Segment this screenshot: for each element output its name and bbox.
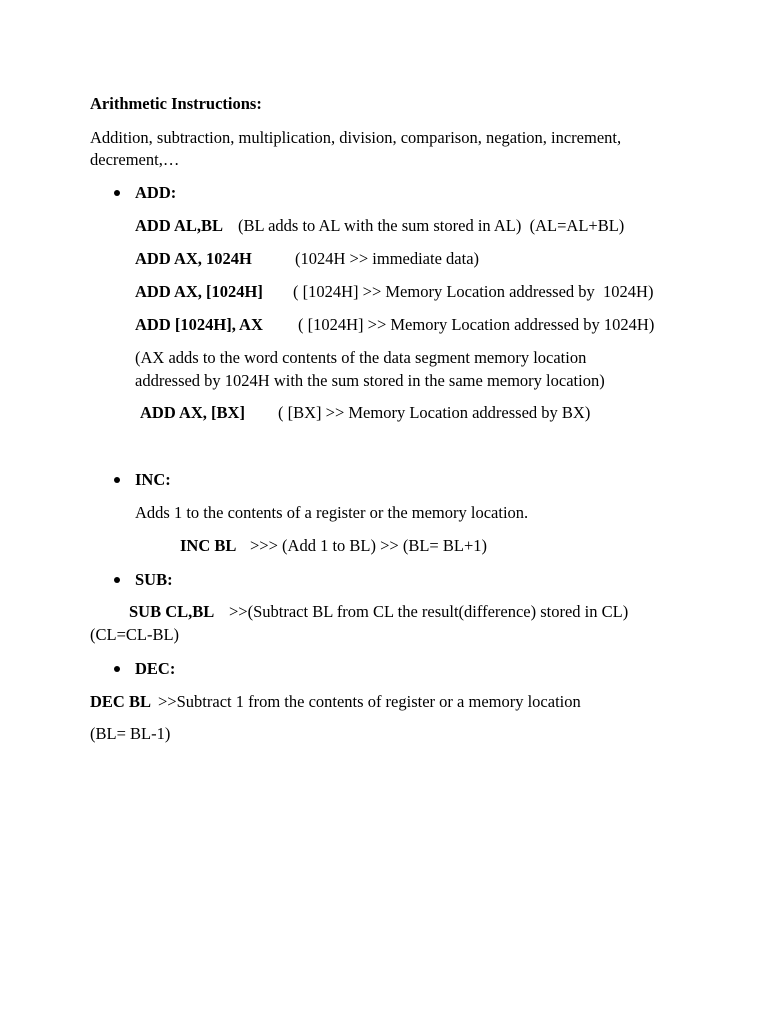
add-example-5-desc: ( [BX] >> Memory Location addressed by BX) [278, 403, 591, 422]
add-example-2 [135, 249, 252, 269]
intro-line-1: Addition, subtraction, multiplication, division, comparison, negation, increment, [90, 128, 622, 147]
dec-result: (BL= BL-1) [90, 724, 171, 743]
add-example-5-code: ADD AX, [BX] [140, 403, 245, 422]
page-title: Arithmetic Instructions: [90, 94, 262, 113]
add-example-1-code: ADD AL,BL [135, 216, 224, 235]
sub-example [129, 602, 214, 622]
add-example-3 [135, 282, 263, 302]
bullet-icon [114, 477, 120, 483]
intro-line-2: decrement,… [90, 150, 180, 169]
add-note-line-1: (AX adds to the word contents of the data segment memory location [135, 348, 587, 367]
sub-result: (CL=CL-BL) [90, 625, 180, 644]
add-example-5 [140, 403, 245, 423]
dec-example-desc: >>Subtract 1 from the contents of register or a memory location [158, 692, 581, 711]
bullet-icon [114, 666, 120, 672]
inc-example [180, 536, 236, 556]
add-example-3-code: ADD AX, [1024H] [135, 282, 263, 301]
add-example-1 [135, 216, 223, 236]
dec-heading: DEC: [135, 659, 176, 678]
add-example-2-desc: (1024H >> immediate data) [295, 249, 480, 268]
dec-example-code: DEC BL [90, 692, 151, 711]
add-heading: ADD: [135, 183, 177, 202]
inc-heading: INC: [135, 470, 171, 489]
inc-example-desc: >>> (Add 1 to BL) >> (BL= BL+1) [250, 536, 487, 555]
add-example-1-desc: (BL adds to AL with the sum stored in AL) (AL=AL+BL) [238, 216, 625, 235]
bullet-icon [114, 190, 120, 196]
inc-example-code: INC BL [180, 536, 237, 555]
sub-example-desc: >>(Subtract BL from CL the result(difference) stored in CL) [229, 602, 629, 621]
add-example-2-code: ADD AX, 1024H [135, 249, 252, 268]
sub-example-code: SUB CL,BL [129, 602, 215, 621]
sub-heading: SUB: [135, 570, 173, 589]
add-example-3-desc: ( [1024H] >> Memory Location addressed by 1024H) [293, 282, 654, 301]
add-example-4-desc: ( [1024H] >> Memory Location addressed by 1024H) [298, 315, 655, 334]
add-example-4 [135, 315, 263, 335]
inc-description: Adds 1 to the contents of a register or the memory location. [135, 503, 529, 522]
add-note-line-2: addressed by 1024H with the sum stored in the same memory location) [135, 371, 605, 390]
dec-example [90, 692, 151, 712]
bullet-icon [114, 577, 120, 583]
add-example-4-code: ADD [1024H], AX [135, 315, 263, 334]
